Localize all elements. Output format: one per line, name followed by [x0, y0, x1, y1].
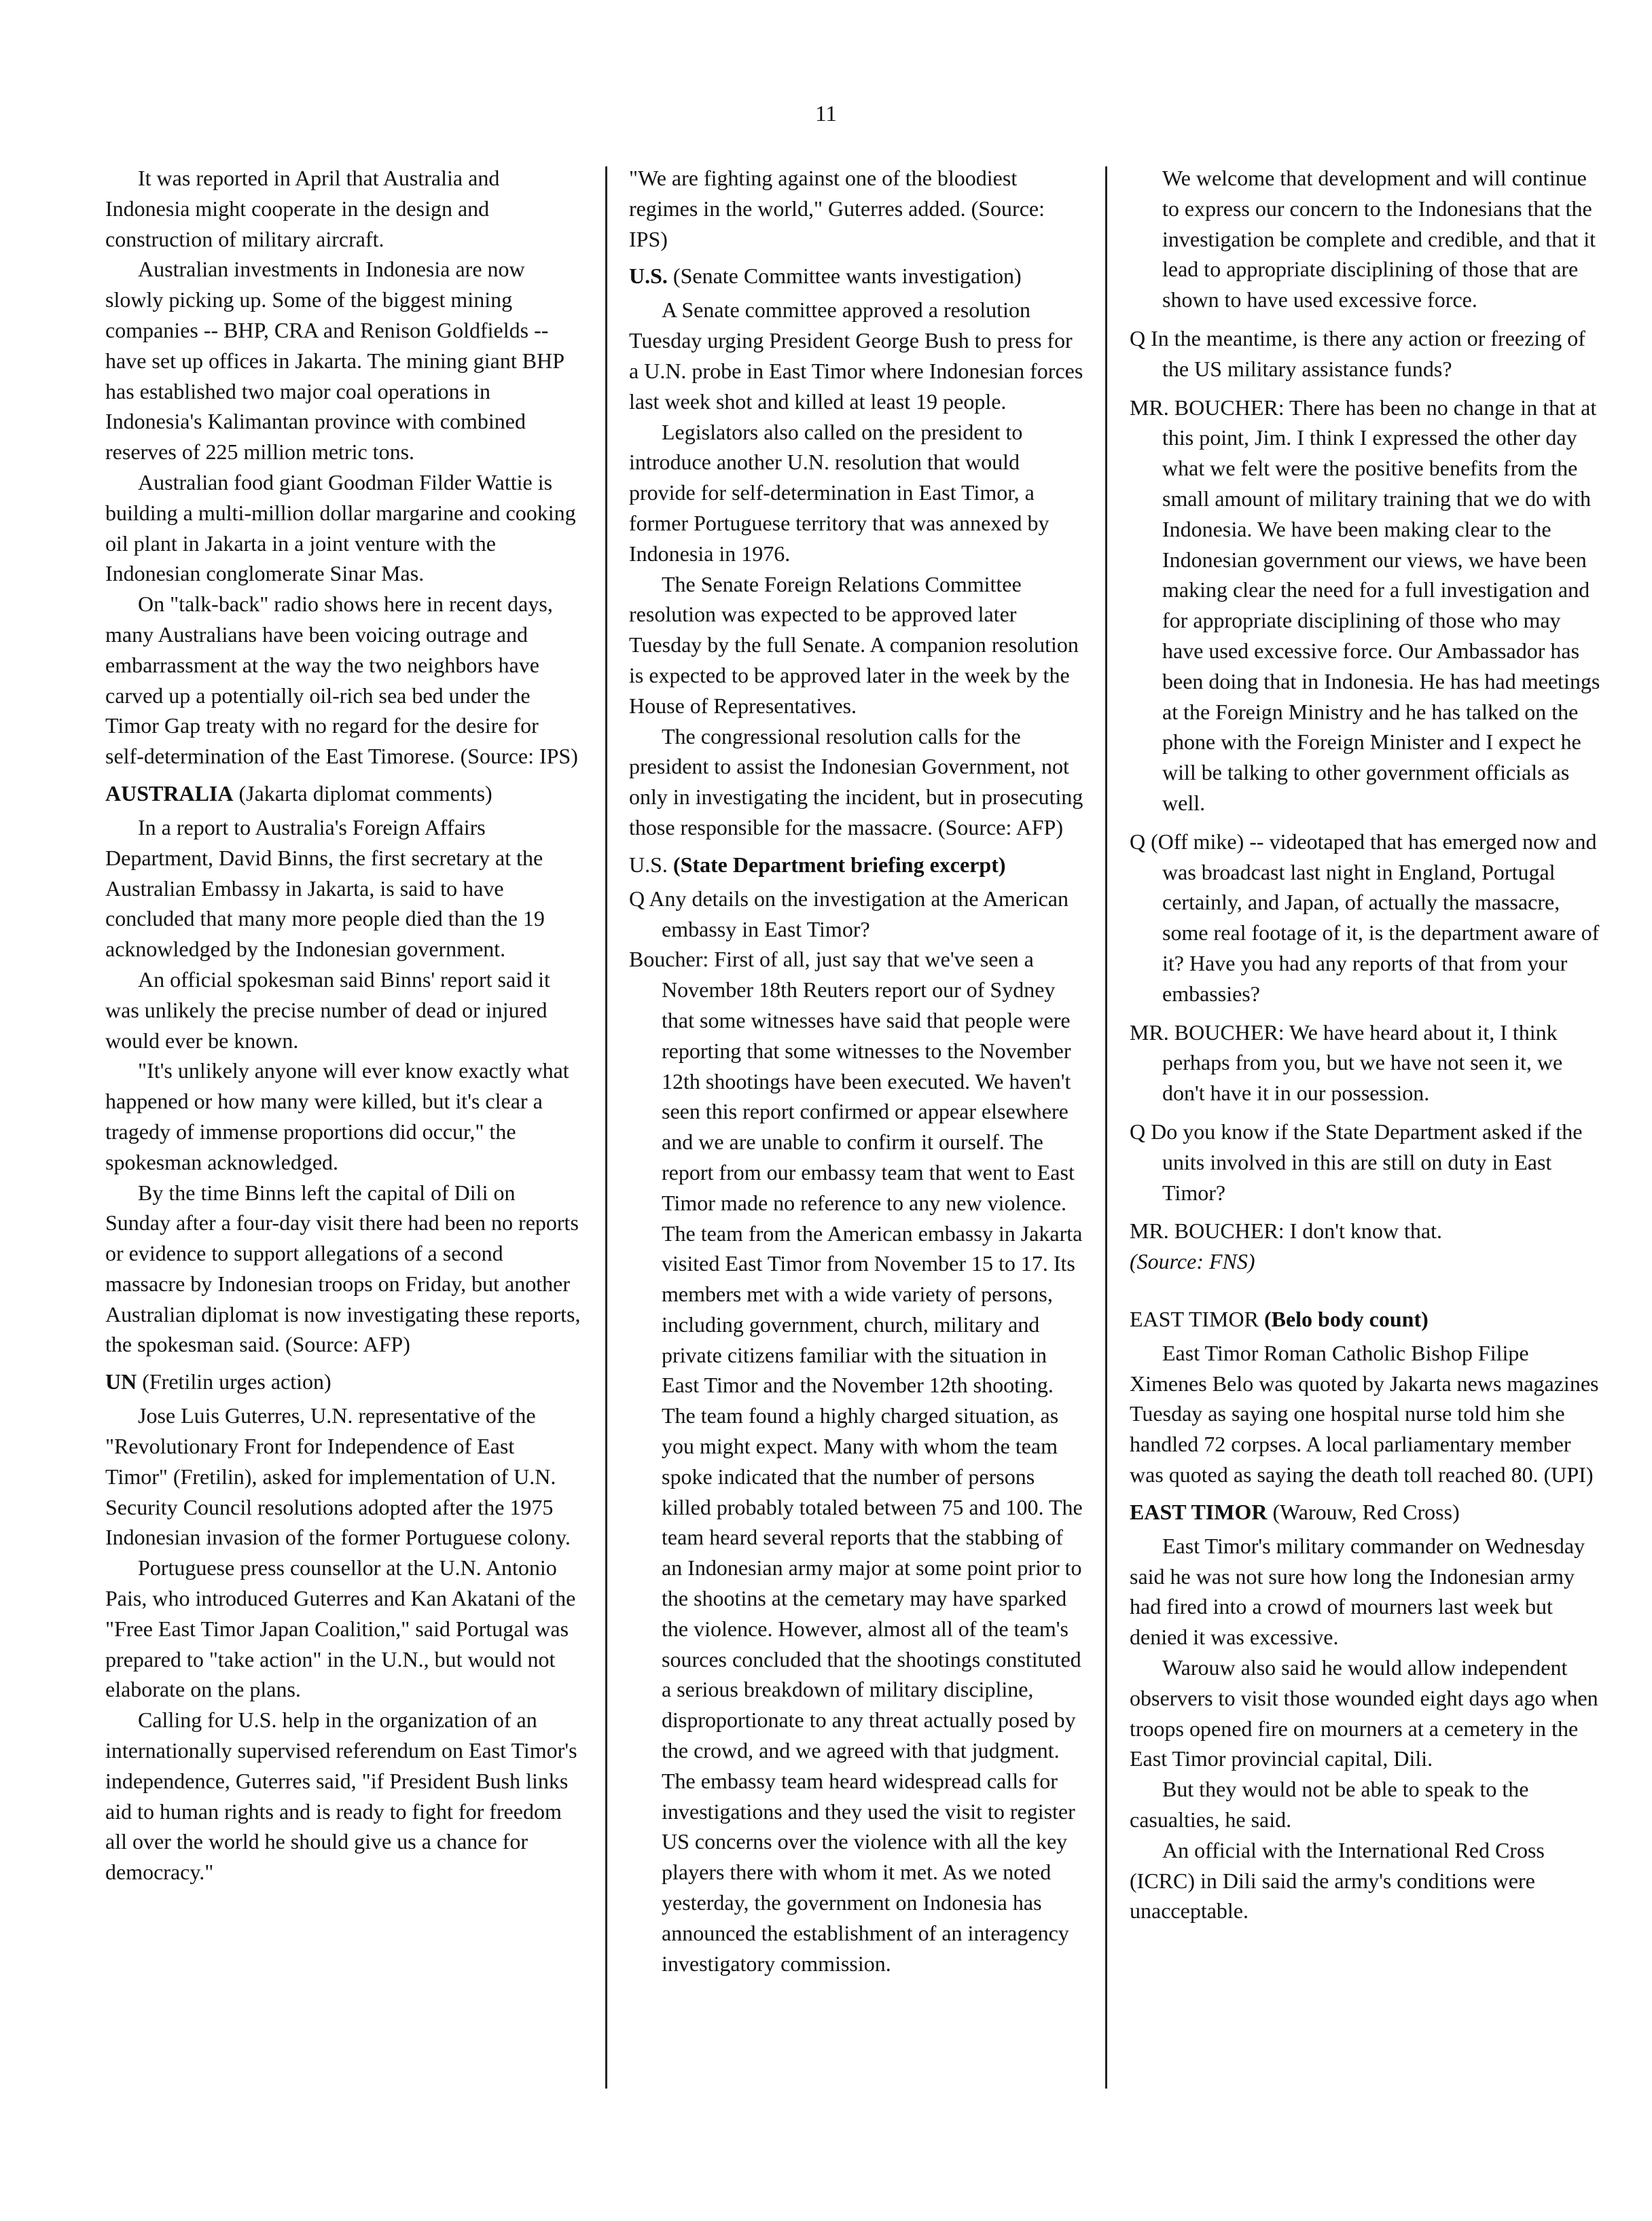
spacer	[1130, 1277, 1605, 1297]
paragraph: Warouw also said he would allow independent observers to visit those wounded eight days ago when troops opened fire on mourners at a cemetery in the East Timor provincial capital, Dili.	[1130, 1655, 1598, 1771]
section-heading-us-state-dept	[629, 850, 1084, 880]
paragraph: On "talk-back" radio shows here in recent days, many Australians have been voicing outrage and embarrassment at the way the two neighbors have carved up a potentially oil-rich sea bed under the Timor Gap treaty with no regard for the desire for self-determination of the East Timorese. (Source: IPS)	[105, 592, 578, 769]
spacer	[1130, 384, 1605, 393]
heading-bold: (Belo body count)	[1263, 1306, 1429, 1331]
answer-continued: We welcome that development and will continue to express our concern to the Indonesians that the investigation be complete and credible, and that it lead to appropriate disciplining of those that are shown to have used excessive force.	[1162, 166, 1596, 312]
spacer	[1130, 315, 1605, 323]
question: Q Any details on the investigation at the American embassy in East Timor?	[629, 886, 1069, 941]
answer: MR. BOUCHER: There has been no change in that at this point, Jim. I think I expressed the other day what we felt were the positive benefits from the small amount of military training that we do with Indonesia. We have been making clear to the Indonesian government our views, we have been making clear the need for a full investigation and for appropriate disciplining of those who may have used excessive force. Our Ambassador has been doing that in Indonesia. He has had meetings at the Foreign Ministry and he has talked on the phone with the Foreign Minister and I expect he will be talking to other government officials as well.	[1130, 395, 1600, 815]
paragraph: East Timor's military commander on Wednesday said he was not sure how long the Indonesian army had fired into a crowd of mourners last week but denied it was excessive.	[1130, 1533, 1585, 1650]
paragraph: By the time Binns left the capital of Dili on Sunday after a four-day visit there had been no reports or evidence to support allegations of a second massacre by Indonesian troops on Friday, but another Australian diplomat is now investigating these reports, the spokesman said. (Source: AFP)	[105, 1180, 581, 1357]
paragraph: "We are fighting against one of the bloodiest regimes in the world," Guterres added. (Source: IPS)	[629, 166, 1045, 251]
section-heading-east-timor-warouw	[1130, 1497, 1605, 1527]
answer: MR. BOUCHER: We have heard about it, I think perhaps from you, but we have not seen it, we don't have it in our possession.	[1130, 1019, 1563, 1106]
heading-rest: (Fretilin urges action)	[137, 1369, 331, 1394]
section-heading-un	[105, 1367, 581, 1396]
question: Q Do you know if the State Department asked if the units involved in this are still on duty in East Timor?	[1130, 1119, 1583, 1205]
spacer	[1130, 818, 1605, 827]
paragraph: Australian investments in Indonesia are now slowly picking up. Some of the biggest mining companies -- BHP, CRA and Renison Goldfields -- have set up offices in Jakarta. The mining giant BHP has established two major coal operations in Indonesia's Kalimantan province with combined reserves of 225 million metric tons.	[105, 257, 564, 465]
column-divider-left	[605, 166, 607, 2089]
paragraph: The congressional resolution calls for the president to assist the Indonesian Government, not only in investigating the incident, but in prosecuting those responsible for the massacre. (Source: AFP)	[629, 723, 1083, 839]
heading-rest: (Jakarta diplomat comments)	[233, 780, 492, 806]
spacer	[1130, 1208, 1605, 1216]
spacer	[1130, 1108, 1605, 1117]
paragraph: "It's unlikely anyone will ever know exactly what happened or how many were killed, but it's clear a tragedy of immense proportions did occur," the spokesman acknowledged.	[105, 1058, 569, 1174]
paragraph: An official spokesman said Binns' report said it was unlikely the precise number of dead or injured would ever be known.	[105, 967, 550, 1053]
page-number: 11	[815, 102, 837, 126]
heading-bold: EAST TIMOR	[1130, 1499, 1268, 1524]
paragraph: Calling for U.S. help in the organization of an internationally supervised referendum on East Timor's independence, Guterres said, "if President Bush links aid to human rights and is ready to fight for freedom all over the world he should give us a chance for democracy."	[105, 1708, 577, 1885]
column-divider-right	[1105, 166, 1107, 2089]
source-fns: (Source: FNS)	[1130, 1249, 1255, 1274]
section-heading-east-timor-belo	[1130, 1304, 1605, 1334]
answer: MR. BOUCHER: I don't know that.	[1130, 1218, 1442, 1244]
question: Q In the meantime, is there any action or freezing of the US military assistance funds?	[1130, 325, 1585, 381]
paragraph: Australian food giant Goodman Filder Wattie is building a multi-million dollar margarine and cooking oil plant in Jakarta in a joint venture with the Indonesian conglomerate Sinar Mas.	[105, 469, 576, 586]
paragraph: The Senate Foreign Relations Committee resolution was expected to be approved later Tuesday by the full Senate. A companion resolution is expected to be approved later in the week by the House of Representatives.	[629, 571, 1079, 718]
spacer	[1130, 1009, 1605, 1017]
question: Q (Off mike) -- videotaped that has emerged now and was broadcast last night in England, Portugal certainly, and Japan, of actually the massacre, some real footage of it, is the department aware of it? Have you had any reports of that from your embassies?	[1130, 829, 1600, 1006]
heading-rest: (Warouw, Red Cross)	[1267, 1499, 1460, 1524]
paragraph: It was reported in April that Australia and Indonesia might cooperate in the design and construction of military aircraft.	[105, 166, 500, 251]
source-credit	[1130, 1246, 1605, 1277]
column-middle	[629, 163, 1084, 1979]
heading-bold: AUSTRALIA	[105, 780, 234, 806]
paragraph: Legislators also called on the president to introduce another U.N. resolution that would provide for self-determination in East Timor, a former Portuguese territory that was annexed by Indonesia in 1976.	[629, 419, 1049, 566]
heading-rest: U.S.	[629, 852, 673, 877]
paragraph: A Senate committee approved a resolution Tuesday urging President George Bush to press for a U.N. probe in East Timor where Indonesian forces last week shot and killed at least 19 people.	[629, 297, 1083, 414]
paragraph: Jose Luis Guterres, U.N. representative of the "Revolutionary Front for Independence of East Timor" (Fretilin), asked for implementation of U.N. Security Council resolutions adopted after the 1975 Indonesian invasion of the former Portuguese colony.	[105, 1403, 571, 1550]
heading-bold: (State Department briefing excerpt)	[672, 852, 1006, 877]
section-heading-us-senate	[629, 261, 1084, 291]
paragraph: But they would not be able to speak to the casualties, he said.	[1130, 1777, 1529, 1832]
heading-rest: (Senate Committee wants investigation)	[667, 264, 1022, 289]
paragraph: East Timor Roman Catholic Bishop Filipe Ximenes Belo was quoted by Jakarta news magazines Tuesday as saying one hospital nurse told him she handled 72 corpses. A local parliamentary member was quoted as saying the death toll reached 80. (UPI)	[1130, 1340, 1599, 1487]
heading-bold: UN	[105, 1369, 137, 1394]
heading-bold: U.S.	[629, 264, 668, 289]
section-heading-australia	[105, 778, 581, 808]
paragraph: In a report to Australia's Foreign Affairs Department, David Binns, the first secretary at the Australian Embassy in Jakarta, is said to have concluded that many more people died than the 19 acknowledged by the Indonesian government.	[105, 814, 545, 962]
paragraph: Portuguese press counsellor at the U.N. Antonio Pais, who introduced Guterres and Kan Akatani of the "Free East Timor Japan Coalition," said Portugal was prepared to "take action" in the U.N., but would not elaborate on the plans.	[105, 1555, 576, 1702]
answer: Boucher: First of all, just say that we've seen a November 18th Reuters report our of Sydney that some witnesses have said that people were reporting that some witnesses to the November 12th shootings have been executed. We haven't seen this report confirmed or appear elsewhere and we are unable to confirm it ourself. The report from our embassy team that went to East Timor made no reference to any new violence. The team from the American embassy in Jakarta visited East Timor from November 15 to 17. Its members met with a wide variety of persons, including government, church, military and private citizens familiar with the situation in East Timor and the November 12th shooting. The team found a highly charged situation, as you might expect. Many with whom the team spoke indicated that the number of persons killed probably totaled between 75 and 100. The team heard several reports that the stabbing of an Indonesian army major at some point prior to the shootins at the cemetary may have sparked the violence. However, almost all of the team's sources concluded that the shootings constituted a serious breakdown of military discipline, disproportionate to any threat actually posed by the crowd, and we agreed with that judgment. The embassy team heard widespread calls for investigations and they used the visit to register US concerns over the violence with all the key players there with whom it met. As we noted yesterday, the government on Indonesia has announced the establishment of an interagency investigatory commission.	[629, 947, 1083, 1976]
column-right	[1130, 163, 1605, 1926]
paragraph: An official with the International Red Cross (ICRC) in Dili said the army's conditions were unacceptable.	[1130, 1837, 1545, 1924]
column-left	[105, 163, 581, 1888]
heading-rest: EAST TIMOR	[1130, 1306, 1264, 1331]
